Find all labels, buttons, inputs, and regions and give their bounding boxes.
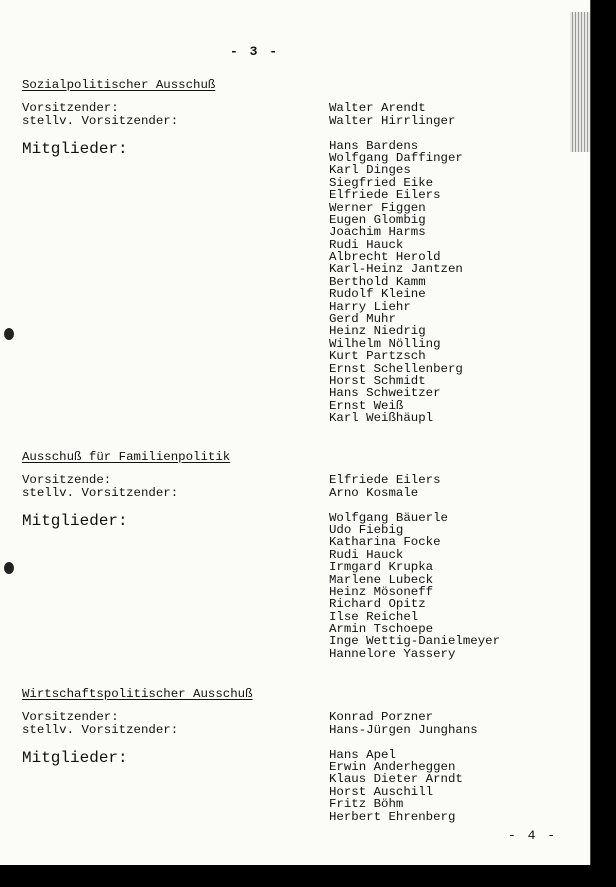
member-name: Hans Bardens <box>329 138 419 153</box>
member-name: Kurt Partzsch <box>329 349 426 364</box>
chair-row <box>22 711 562 723</box>
stacked-pages-edge <box>570 12 590 152</box>
member-name: Ernst Schellenberg <box>329 361 463 376</box>
member-name: Karl-Heinz Jantzen <box>329 262 463 277</box>
member-name: Klaus Dieter Arndt <box>329 772 463 787</box>
chair-label: Vorsitzende: <box>22 473 112 488</box>
member-list <box>329 749 463 823</box>
members-label: Mitglieder: <box>22 139 128 158</box>
punch-hole-mark <box>4 562 14 574</box>
member-name: Heinz Niedrig <box>329 324 426 339</box>
member-name: Horst Schmidt <box>329 374 426 388</box>
member-name: Hannelore Yassery <box>329 646 456 661</box>
page-number: - 3 - <box>230 44 280 59</box>
committee-section <box>22 79 562 425</box>
member-name: Albrecht Herold <box>329 250 441 265</box>
vice-chair-label: stellv. Vorsitzender: <box>22 485 179 500</box>
member-name: Siegfried Eike <box>329 175 434 190</box>
member-name: Horst Auschill <box>329 784 434 799</box>
members-block <box>22 140 562 425</box>
member-name: Inge Wettig-Danielmeyer <box>329 634 501 649</box>
member-name: Karl Weißhäupl <box>329 411 434 426</box>
member-name: Wolfgang Daffinger <box>329 150 463 165</box>
member-name: Wilhelm Nölling <box>329 336 441 351</box>
member-name: Elfriede Eilers <box>329 188 441 203</box>
chair-label: Vorsitzender: <box>22 101 119 116</box>
vice-chair-row <box>22 487 562 499</box>
vice-chair-row <box>22 724 562 736</box>
member-name: Marlene Lubeck <box>329 572 434 587</box>
vice-chair-row <box>22 115 562 127</box>
member-name: Fritz Böhm <box>329 797 404 812</box>
member-name: Heinz Mösoneff <box>329 584 434 599</box>
members-block <box>22 512 562 661</box>
chair-row <box>22 102 562 114</box>
member-name: Udo Fiebig <box>329 522 404 537</box>
member-name: Harry Liehr <box>329 299 411 314</box>
chair-row <box>22 474 562 486</box>
member-name: Joachim Harms <box>329 225 426 240</box>
chair-name: Konrad Porzner <box>329 710 434 725</box>
committee-title: Sozialpolitischer Ausschuß <box>22 78 216 92</box>
member-name: Katharina Focke <box>329 535 441 550</box>
member-name: Eugen Glombig <box>329 212 426 227</box>
member-name: Richard Opitz <box>329 597 426 612</box>
committee-title: Ausschuß für Familienpolitik <box>22 450 231 464</box>
next-page-marker: - 4 - <box>508 828 558 843</box>
committee-title: Wirtschaftspolitischer Ausschuß <box>22 687 253 701</box>
vice-chair-name: Hans-Jürgen Junghans <box>329 722 478 737</box>
committee-section <box>22 688 562 823</box>
vice-chair-name: Walter Hirrlinger <box>329 113 456 128</box>
member-name: Ilse Reichel <box>329 609 419 624</box>
vice-chair-name: Arno Kosmale <box>329 485 419 500</box>
punch-hole-mark <box>4 328 14 340</box>
chair-name: Walter Arendt <box>329 101 426 116</box>
committee-section <box>22 451 562 660</box>
members-label: Mitglieder: <box>22 748 128 767</box>
member-list <box>329 140 463 425</box>
member-name: Ernst Weiß <box>329 398 404 413</box>
member-name: Rudi Hauck <box>329 237 404 252</box>
member-name: Hans Schweitzer <box>329 386 441 401</box>
chair-label: Vorsitzender: <box>22 710 119 725</box>
member-name: Hans Apel <box>329 747 396 762</box>
chair-name: Elfriede Eilers <box>329 473 441 488</box>
member-name: Karl Dinges <box>329 163 411 178</box>
member-name: Rudolf Kleine <box>329 287 426 302</box>
member-name: Gerd Muhr <box>329 312 396 327</box>
members-label: Mitglieder: <box>22 511 128 530</box>
members-block <box>22 749 562 823</box>
member-name: Wolfgang Bäuerle <box>329 510 448 525</box>
member-name: Irmgard Krupka <box>329 560 434 575</box>
member-name: Erwin Anderheggen <box>329 759 456 774</box>
member-name: Herbert Ehrenberg <box>329 809 456 824</box>
member-name: Werner Figgen <box>329 200 426 215</box>
member-name: Berthold Kamm <box>329 274 426 289</box>
vice-chair-label: stellv. Vorsitzender: <box>22 722 179 737</box>
member-name: Rudi Hauck <box>329 547 404 562</box>
member-list <box>329 512 500 661</box>
vice-chair-label: stellv. Vorsitzender: <box>22 113 179 128</box>
member-name: Armin Tschoepe <box>329 622 434 637</box>
